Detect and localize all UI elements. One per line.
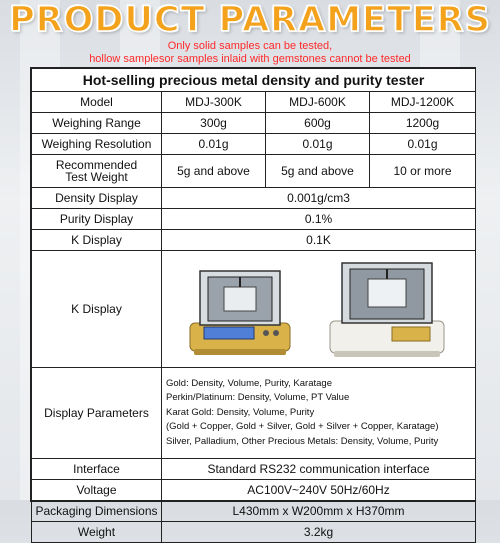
row-label: Density Display xyxy=(32,188,162,209)
table-row-k-display xyxy=(32,230,476,251)
row-label: K Display xyxy=(32,251,162,368)
list-item: Perkin/Platinum: Density, Volume, PT Value xyxy=(166,392,350,404)
cell-value: 1200g xyxy=(370,113,476,134)
row-label-line-2: Test Weight xyxy=(65,170,128,184)
cell-value: 3.2kg xyxy=(162,522,476,543)
table-row-interface xyxy=(32,459,476,480)
table-row-packaging xyxy=(32,501,476,522)
table-row-display-parameters xyxy=(32,368,476,459)
table-row-recommended-weight xyxy=(32,155,476,188)
page-title: PRODUCT PARAMETERS xyxy=(9,0,491,40)
row-label: Weight xyxy=(32,522,162,543)
notice-line-2: hollow samplesor samples inlaid with gemstones cannot be tested xyxy=(89,53,411,65)
row-label: Voltage xyxy=(32,480,162,501)
list-item: Karat Gold: Density, Volume, Purity xyxy=(166,406,315,418)
row-label: Display Parameters xyxy=(32,368,162,459)
table-row-voltage xyxy=(32,480,476,501)
row-label: Packaging Dimensions xyxy=(32,501,162,522)
table-row-purity-display xyxy=(32,209,476,230)
gold-density-tester-device xyxy=(180,261,300,361)
cell-value: MDJ-1200K xyxy=(370,92,476,113)
cell-value: 0.01g xyxy=(266,134,370,155)
row-label xyxy=(32,155,162,188)
table-row-model xyxy=(32,92,476,113)
cell-value: 0.01g xyxy=(162,134,266,155)
white-density-tester-device xyxy=(322,255,452,365)
product-images xyxy=(162,251,475,367)
list-item: (Gold + Copper, Gold + Silver, Gold + Silver + Copper, Karatage) xyxy=(166,421,439,433)
table-row-resolution xyxy=(32,134,476,155)
cell-value: 0.001g/cm3 xyxy=(162,188,476,209)
row-label: Interface xyxy=(32,459,162,480)
row-label: K Display xyxy=(32,230,162,251)
parameters-table xyxy=(31,68,476,543)
row-label: Weighing Range xyxy=(32,113,162,134)
row-label: Weighing Resolution xyxy=(32,134,162,155)
parameters-list xyxy=(162,368,476,459)
cell-value: Standard RS232 communication interface xyxy=(162,459,476,480)
row-label: Purity Display xyxy=(32,209,162,230)
table-row-k-display-image xyxy=(32,251,476,368)
cell-value: 5g and above xyxy=(266,155,370,188)
cell-value: 0.1% xyxy=(162,209,476,230)
cell-value: 10 or more xyxy=(370,155,476,188)
notice-line-1: Only solid samples can be tested, xyxy=(167,40,333,52)
table-row-weighing-range xyxy=(32,113,476,134)
parameters-sheet xyxy=(30,67,476,539)
product-image-cell xyxy=(162,251,476,368)
table-row-weight xyxy=(32,522,476,543)
list-item: Gold: Density, Volume, Purity, Karatage xyxy=(166,377,332,389)
cell-value: L430mm x W200mm x H370mm xyxy=(162,501,476,522)
row-label: Model xyxy=(32,92,162,113)
table-title: Hot-selling precious metal density and purity tester xyxy=(32,69,476,92)
cell-value: MDJ-600K xyxy=(266,92,370,113)
table-row-density-display xyxy=(32,188,476,209)
cell-value: 600g xyxy=(266,113,370,134)
row-label-line-1: Recommended xyxy=(55,158,138,172)
cell-value: AC100V~240V 50Hz/60Hz xyxy=(162,480,476,501)
cell-value: 0.1K xyxy=(162,230,476,251)
list-item: Silver, Palladium, Other Precious Metals: Density, Volume, Purity xyxy=(166,435,439,447)
cell-value: 5g and above xyxy=(162,155,266,188)
cell-value: MDJ-300K xyxy=(162,92,266,113)
cell-value: 300g xyxy=(162,113,266,134)
cell-value: 0.01g xyxy=(370,134,476,155)
